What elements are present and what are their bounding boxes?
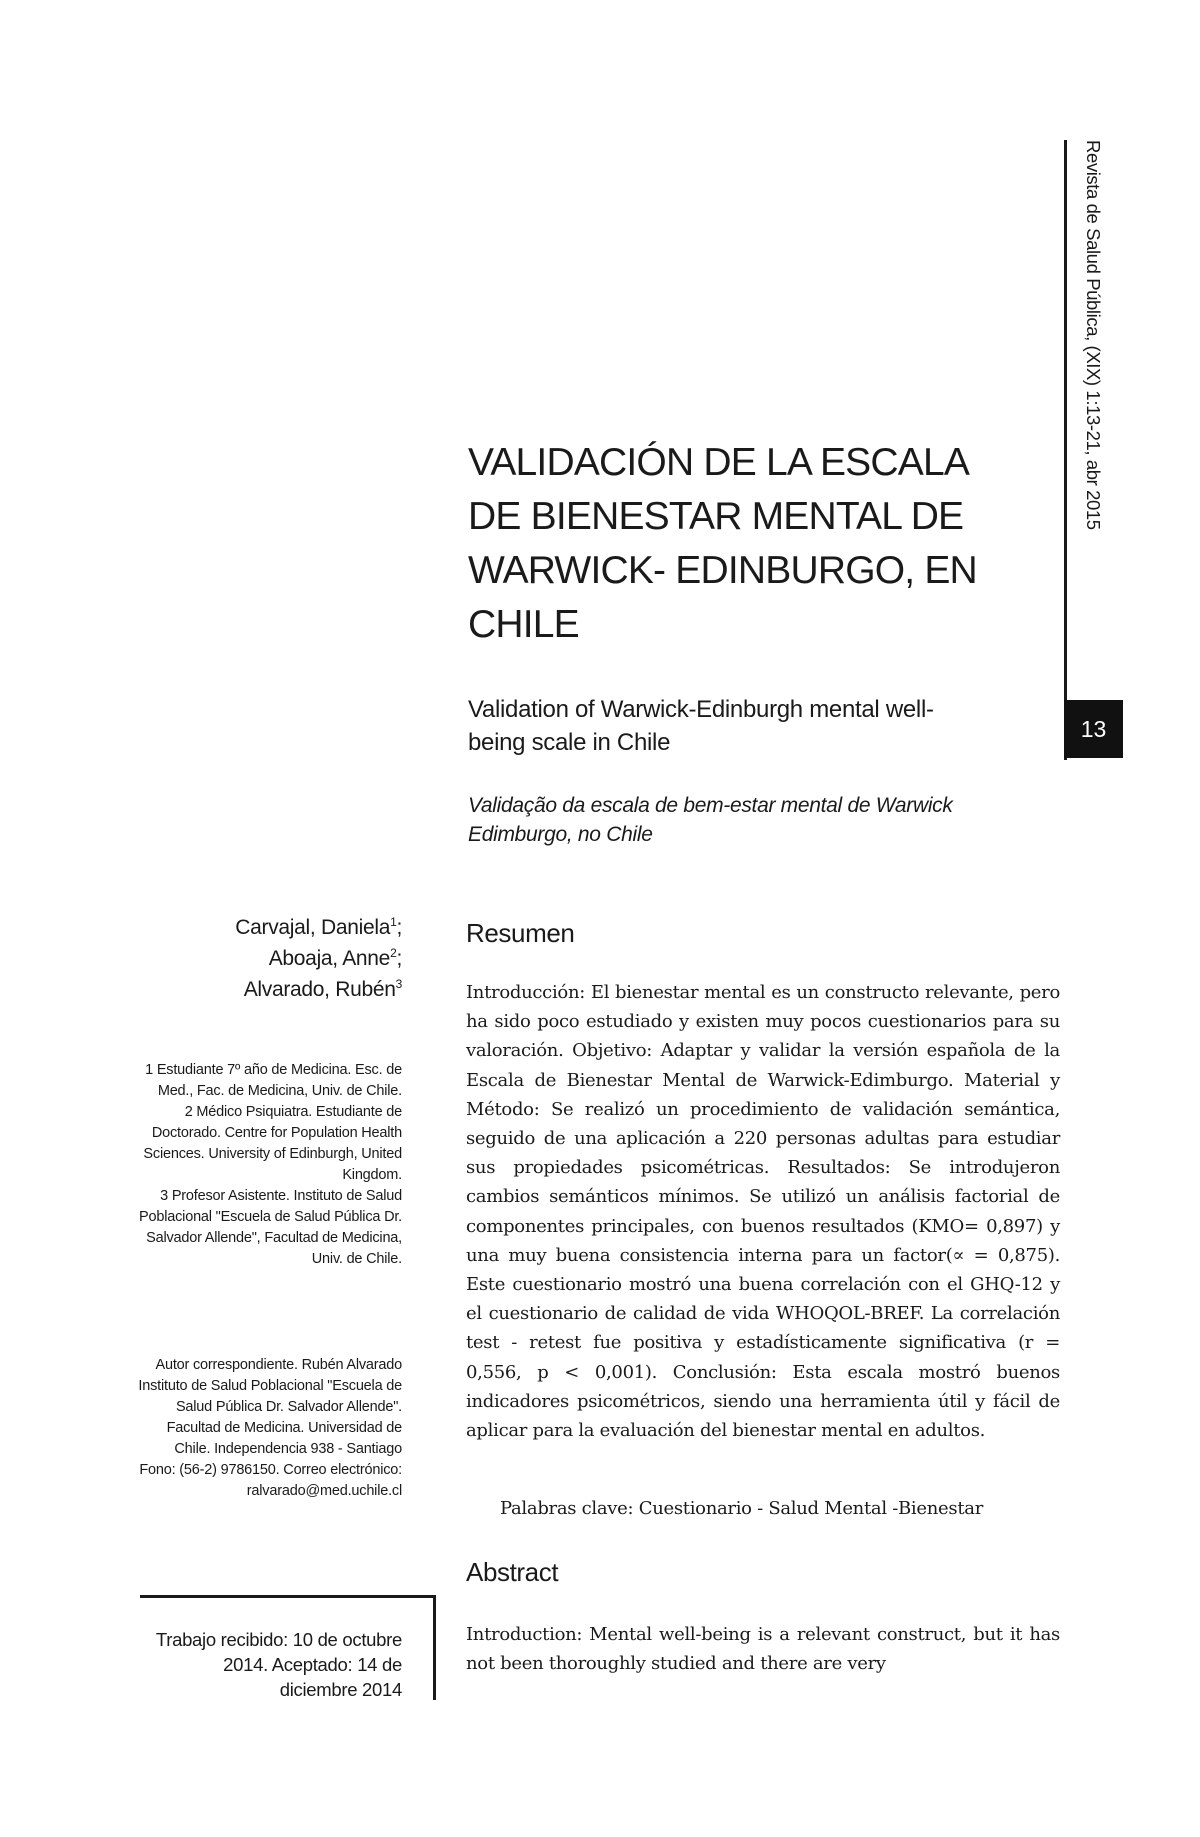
affiliation: 3 Profesor Asistente. Instituto de Salud Poblacional "Escuela de Salud Pública Dr. Salvador Allende", Facultad de Medicina, Univ. de Chile. bbox=[139, 1188, 402, 1267]
divider-rule bbox=[140, 1595, 436, 1598]
author-list bbox=[140, 912, 402, 1005]
title-pt-line: Validação da escala de bem-estar mental de Warwick bbox=[468, 794, 953, 817]
title-line: CHILE bbox=[468, 603, 579, 646]
title-line: DE BIENESTAR MENTAL DE bbox=[468, 495, 964, 538]
resumen-heading: Resumen bbox=[466, 918, 575, 948]
article-title-en bbox=[468, 693, 1048, 759]
affiliation: 1 Estudiante 7º año de Medicina. Esc. de Med., Fac. de Medicina, Univ. de Chile. bbox=[145, 1062, 402, 1099]
affiliations bbox=[136, 1060, 402, 1270]
received-dates: Trabajo recibido: 10 de octubre 2014. Aceptado: 14 de diciembre 2014 bbox=[155, 1629, 402, 1700]
divider-vertical-rule bbox=[433, 1595, 436, 1700]
author: Alvarado, Rubén$^3$ bbox=[243, 977, 402, 1001]
journal-reference: Revista de Salud Pública, (XIX) 1:13-21, abr 2015 bbox=[1083, 140, 1104, 530]
title-pt-line: Edimburgo, no Chile bbox=[468, 823, 653, 846]
author: Carvajal, Daniela$^1$; bbox=[235, 915, 402, 939]
title-line: WARWICK- EDINBURGO, EN bbox=[468, 549, 977, 592]
resumen-text: Introducción: El bienestar mental es un constructo relevante, pero ha sido poco estudiado y existen muy pocos cuestionarios para su valoración. Objetivo: Adaptar y validar la versión española de la Escala de Bienestar Mental de Warwick-Edimburgo. Material y Método: Se realizó un procedimiento de validación semántica, seguido de una aplicación a 220 personas adultas para estudiar sus propiedades psicométricas. Resultados: Se introdujeron cambios semánticos mínimos. Se utilizó un análisis factorial de componentes principales, con buenos resultados (KMO= 0,897) y una muy buena consistencia interna para un factor(∝ = 0,875). Este cuestionario mostró una buena correlación con el GHQ-12 y el cuestionario de calidad de vida WHOQOL-BREF. La correlación test - retest fue positiva y estadísticamente significativa (r = 0,556, p < 0,001). Conclusión: Esta escala mostró buenos indicadores psicométricos, siendo una herramienta útil y fácil de aplicar para la evaluación del bienestar mental en adultos. bbox=[466, 982, 1060, 1442]
journal-vertical-rule bbox=[1064, 140, 1067, 760]
corresponding-author: Autor correspondiente. Rubén Alvarado Instituto de Salud Poblacional "Escuela de Salud Pública Dr. Salvador Allende". Facultad de Medicina. Universidad de Chile. Independencia 938 - Santiago Fono: (56-2) 9786150. Correo electrónico: ralvarado@med.uchile.cl bbox=[138, 1357, 402, 1499]
article-title-pt bbox=[468, 791, 1048, 849]
title-en-line: Validation of Warwick-Edinburgh mental well- bbox=[468, 696, 934, 723]
author: Aboaja, Anne$^2$; bbox=[268, 946, 402, 970]
title-line: VALIDACIÓN DE LA ESCALA bbox=[468, 441, 970, 484]
abstract-text: Introduction: Mental well-being is a relevant construct, but it has not been thoroughly studied and there are very bbox=[466, 1624, 1060, 1675]
abstract-heading: Abstract bbox=[466, 1557, 559, 1587]
affiliation: 2 Médico Psiquiatra. Estudiante de Doctorado. Centre for Population Health Sciences. University of Edinburgh, United Kingdom. bbox=[143, 1104, 402, 1183]
article-title-es bbox=[468, 436, 1048, 652]
page-number: 13 bbox=[1064, 700, 1123, 758]
title-en-line: being scale in Chile bbox=[468, 729, 671, 756]
keywords: Palabras clave: Cuestionario - Salud Mental -Bienestar bbox=[500, 1498, 983, 1519]
